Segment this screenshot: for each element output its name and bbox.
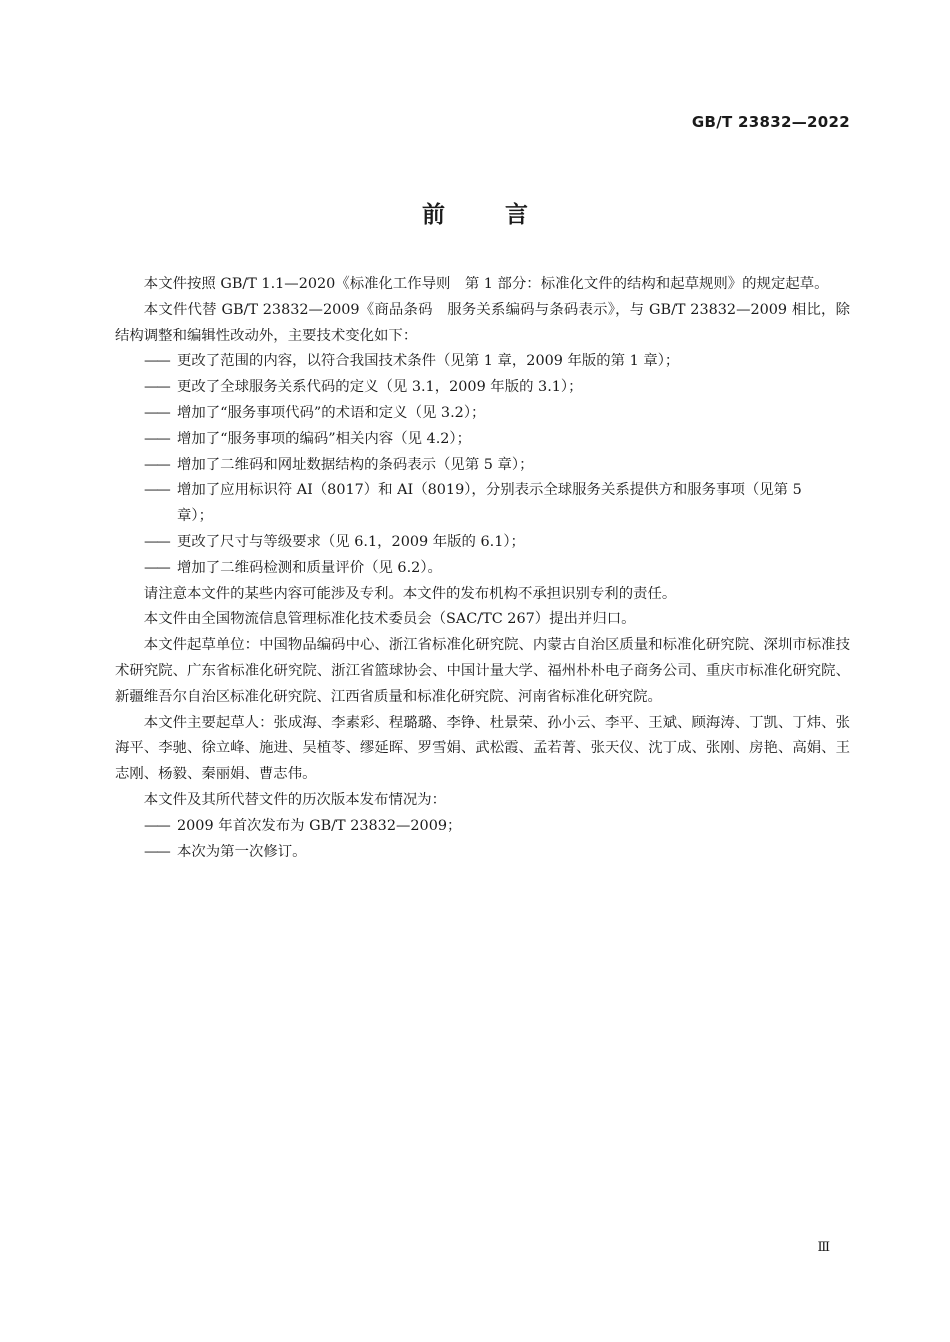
paragraph-proposer: 本文件由全国物流信息管理标准化技术委员会（SAC/TC 267）提出并归口。 [143,611,636,628]
dash-mark: —— [144,456,169,473]
paragraph-patent-notice: 请注意本文件的某些内容可能涉及专利。本文件的发布机构不承担识别专利的责任。 [143,585,677,602]
change-item [115,349,850,375]
paragraph-history-intro: 本文件及其所代替文件的历次版本发布情况为： [143,791,447,808]
history-text: 2009 年首次发布为 GB/T 23832—2009； [177,817,462,834]
history-text: 本次为第一次修订。 [177,843,307,860]
dash-mark: —— [144,843,169,860]
document-body [115,272,850,865]
standard-code: GB/T 23832—2022 [691,113,850,131]
history-item [115,814,850,840]
change-text: 更改了尺寸与等级要求（见 6.1，2009 年版的 6.1）； [177,533,525,550]
change-text: 增加了应用标识符 AI（8017）和 AI（8019），分别表示全球服务关系提供方和服务事项（见第 5 [177,482,802,499]
paragraph-replacement: 本文件代替 GB/T 23832—2009《商品条码 服务关系编码与条码表示》，与 GB/T 23832—2009 相比，除结构调整和编辑性改动外，主要技术变化如下： [115,301,850,344]
history-item [115,840,850,866]
change-item [115,375,850,401]
dash-mark: —— [144,482,169,499]
paragraph-drafting-units: 本文件起草单位：中国物品编码中心、浙江省标准化研究院、内蒙古自治区质量和标准化研究院、深圳市标准技术研究院、广东省标准化研究院、浙江省篮球协会、中国计量大学、福州朴朴电子商务公司、重庆市标准化研究院、新疆维吾尔自治区标准化研究院、江西省质量和标准化研究院、河南省标准化研究院。 [115,637,850,705]
page-title: 前言 [422,202,588,228]
change-text: 增加了二维码检测和质量评价（见 6.2）。 [177,559,442,576]
dash-mark: —— [144,533,169,550]
paragraph-drafting-rules: 本文件按照 GB/T 1.1—2020《标准化工作导则 第 1 部分：标准化文件的结构和起草规则》的规定起草。 [143,276,829,292]
change-text-continuation: 章）； [177,508,213,525]
page-number: Ⅲ [817,1240,830,1255]
dash-mark: —— [144,353,169,370]
dash-mark: —— [144,379,169,396]
change-text: 更改了全球服务关系代码的定义（见 3.1，2009 年版的 3.1）； [177,379,583,396]
dash-mark: —— [144,559,169,576]
dash-mark: —— [144,430,169,447]
change-text: 增加了“服务事项的编码”相关内容（见 4.2）； [177,430,472,447]
change-item [115,401,850,427]
change-text: 更改了范围的内容，以符合我国技术条件（见第 1 章，2009 年版的第 1 章）； [177,353,680,370]
change-item [115,530,850,556]
paragraph-drafters: 本文件主要起草人：张成海、李素彩、程璐璐、李铮、杜景荣、孙小云、李平、王斌、顾海涛、丁凯、丁炜、张海平、李驰、徐立峰、施进、吴植苓、缪延晖、罗雪娟、武松霞、孟若菁、张天仪、沈丁成、张刚、房艳、高娟、王志刚、杨毅、秦丽娟、曹志伟。 [115,714,850,783]
change-item [115,427,850,453]
dash-mark: —— [144,817,169,834]
change-item [115,478,850,530]
change-item [115,453,850,479]
dash-mark: —— [144,404,169,421]
change-text: 增加了二维码和网址数据结构的条码表示（见第 5 章）； [177,456,534,473]
change-item [115,556,850,582]
change-text: 增加了“服务事项代码”的术语和定义（见 3.2）； [177,404,486,421]
